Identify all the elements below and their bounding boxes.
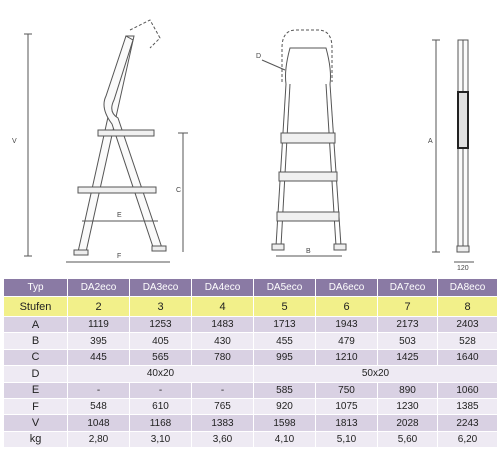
table-cell: 528: [437, 333, 497, 348]
table-row: [3, 333, 497, 348]
table-row: [3, 415, 497, 430]
table-cell: 1060: [437, 383, 497, 398]
table-cell: 1230: [377, 399, 437, 414]
row-label: F: [3, 399, 67, 414]
table-row: [3, 432, 497, 447]
table-cell: 3: [129, 297, 191, 316]
dim-label-depth: 120: [457, 265, 469, 272]
table-cell: 3,10: [129, 432, 191, 447]
table-row-steps: [3, 297, 497, 316]
table-cell: 780: [191, 350, 253, 365]
dim-label-e: E: [117, 212, 122, 219]
table-cell: 5: [253, 297, 315, 316]
dim-label-v: V: [12, 138, 17, 145]
table-header-cell: DA6eco: [315, 279, 377, 296]
table-header-cell: Typ: [3, 279, 67, 296]
table-cell: 565: [129, 350, 191, 365]
dim-label-a: A: [428, 138, 433, 145]
table-cell: 1075: [315, 399, 377, 414]
table-cell: 455: [253, 333, 315, 348]
row-label: D: [3, 366, 67, 381]
side-view: [24, 20, 188, 262]
table-cell: 585: [253, 383, 315, 398]
dim-label-f: F: [117, 253, 122, 260]
table-cell: 5,10: [315, 432, 377, 447]
table-cell: 1640: [437, 350, 497, 365]
table-cell: -: [191, 383, 253, 398]
row-label: B: [3, 333, 67, 348]
row-label: C: [3, 350, 67, 365]
table-cell: 1168: [129, 415, 191, 430]
table-row: [3, 383, 497, 398]
table-cell: 1253: [129, 317, 191, 332]
table-cell: 430: [191, 333, 253, 348]
table-cell: 2403: [437, 317, 497, 332]
table-cell: 920: [253, 399, 315, 414]
table-row: [3, 317, 497, 332]
table-cell: 2,80: [67, 432, 129, 447]
table-cell: 765: [191, 399, 253, 414]
table-header-cell: DA4eco: [191, 279, 253, 296]
folded-view: [432, 40, 474, 262]
table-cell: 1385: [437, 399, 497, 414]
table-cell: 6: [315, 297, 377, 316]
table-cell: 1383: [191, 415, 253, 430]
table-cell: 995: [253, 350, 315, 365]
table-cell: 750: [315, 383, 377, 398]
row-label: E: [3, 383, 67, 398]
table-row: [3, 366, 497, 381]
spec-table-body: [3, 279, 497, 447]
table-header-cell: DA3eco: [129, 279, 191, 296]
table-cell: 1210: [315, 350, 377, 365]
table-cell: 7: [377, 297, 437, 316]
table-cell: 5,60: [377, 432, 437, 447]
table-cell: 1048: [67, 415, 129, 430]
row-label: A: [3, 317, 67, 332]
table-cell: 4,10: [253, 432, 315, 447]
table-cell: 479: [315, 333, 377, 348]
table-cell: 2: [67, 297, 129, 316]
table-cell: -: [67, 383, 129, 398]
spec-table: [3, 278, 497, 448]
table-row: [3, 350, 497, 365]
dim-label-d: D: [256, 53, 262, 60]
table-header-cell: DA8eco: [437, 279, 497, 296]
table-header-row: [3, 279, 497, 296]
table-cell: 1943: [315, 317, 377, 332]
table-cell: 405: [129, 333, 191, 348]
table-cell: 395: [67, 333, 129, 348]
table-cell: 1598: [253, 415, 315, 430]
table-cell: 1119: [67, 317, 129, 332]
table-cell: 2173: [377, 317, 437, 332]
table-header-cell: DA7eco: [377, 279, 437, 296]
table-cell: 548: [67, 399, 129, 414]
table-cell: 2028: [377, 415, 437, 430]
dim-label-b: B: [306, 248, 311, 255]
table-cell: 8: [437, 297, 497, 316]
table-cell: 6,20: [437, 432, 497, 447]
table-row: [3, 399, 497, 414]
table-header-cell: DA2eco: [67, 279, 129, 296]
dim-label-c: C: [176, 187, 182, 194]
table-cell: 3,60: [191, 432, 253, 447]
table-cell: 1813: [315, 415, 377, 430]
row-label: Stufen: [3, 297, 67, 316]
front-view: [262, 30, 346, 256]
table-cell: 445: [67, 350, 129, 365]
table-cell: 1483: [191, 317, 253, 332]
table-cell: 610: [129, 399, 191, 414]
table-cell: 4: [191, 297, 253, 316]
table-header-cell: DA5eco: [253, 279, 315, 296]
table-cell-merged: 40x20: [67, 366, 253, 381]
table-cell: 890: [377, 383, 437, 398]
table-cell: 1425: [377, 350, 437, 365]
row-label: kg: [3, 432, 67, 447]
row-label: V: [3, 415, 67, 430]
table-cell: 503: [377, 333, 437, 348]
table-cell: 1713: [253, 317, 315, 332]
table-cell-merged: 50x20: [253, 366, 497, 381]
table-cell: -: [129, 383, 191, 398]
table-cell: 2243: [437, 415, 497, 430]
